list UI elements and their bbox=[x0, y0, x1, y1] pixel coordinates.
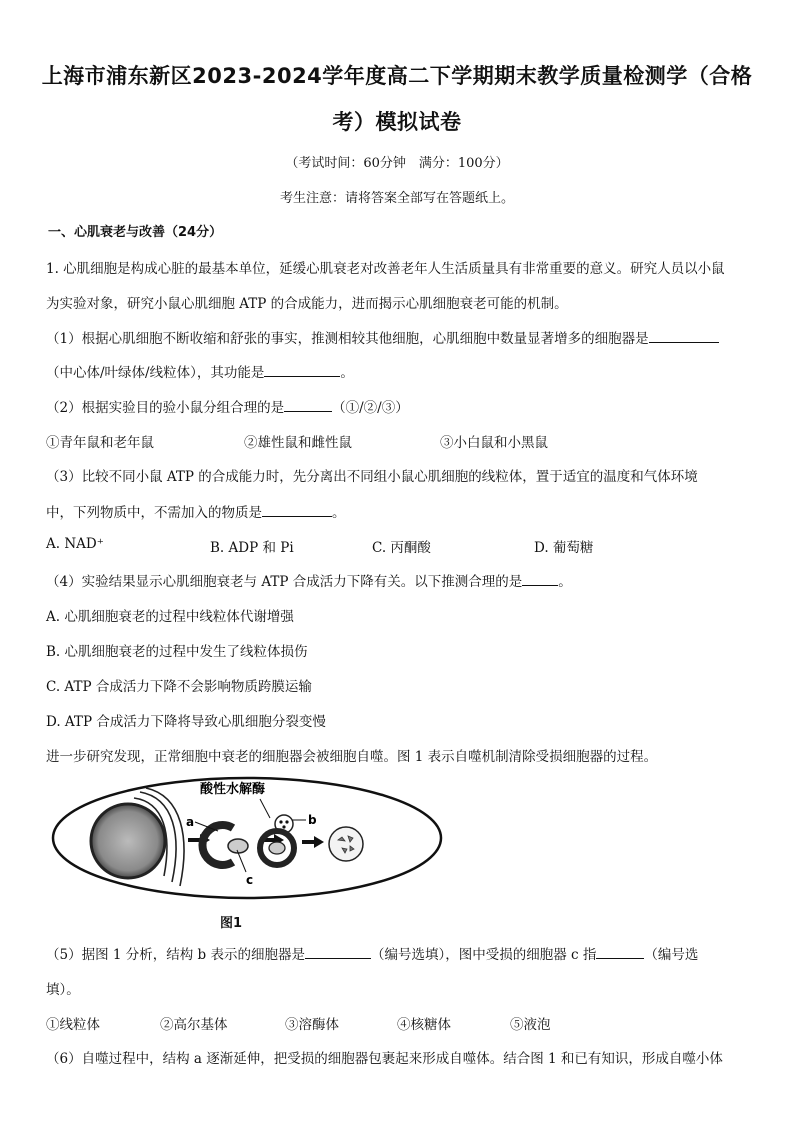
answer-blank[interactable] bbox=[649, 328, 719, 343]
label-c: c bbox=[246, 873, 254, 887]
exam-title-line1: 上海市浦东新区2023-2024学年度高二下学期期末教学质量检测学（合格 bbox=[41, 64, 753, 88]
q1-4-option-d: D. ATP 合成活力下降将导致心肌细胞分裂变慢 bbox=[46, 714, 326, 730]
q1-3-line2 bbox=[46, 501, 346, 521]
exam-info: （考试时间：60分钟 满分：100分） bbox=[285, 156, 509, 171]
enzyme-label: 酸性水解酶 bbox=[200, 782, 266, 797]
q1-1-line2 bbox=[46, 361, 354, 381]
q1-4-stem bbox=[46, 570, 572, 590]
q1-4-option-b: B. 心肌细胞衰老的过程中发生了线粒体损伤 bbox=[46, 644, 308, 660]
q1-4-option-a: A. 心肌细胞衰老的过程中线粒体代谢增强 bbox=[46, 609, 294, 625]
q1-3-line1: （3）比较不同小鼠 ATP 的合成能力时，先分离出不同组小鼠心肌细胞的线粒体，置于适宜的温度和气体环境 bbox=[46, 469, 698, 485]
damaged-organelle bbox=[228, 839, 248, 853]
q1-3-option-b: B. ADP 和 Pi bbox=[210, 540, 294, 556]
q1-5-line2: 填）。 bbox=[46, 982, 80, 998]
q1-3-option-c: C. 丙酮酸 bbox=[372, 540, 431, 556]
answer-blank[interactable] bbox=[262, 502, 332, 517]
q1-2-stem bbox=[46, 396, 409, 416]
q1-2-option-2: ②雄性鼠和雌性鼠 bbox=[244, 435, 352, 451]
q1-2-option-1: ①青年鼠和老年鼠 bbox=[46, 435, 154, 451]
q1-5-stem-c: （编号选 bbox=[644, 947, 699, 963]
q1-1-stem: （1）根据心肌细胞不断收缩和舒张的事实，推测相较其他细胞，心肌细胞中数量显著增多的细胞器是 bbox=[46, 331, 649, 347]
label-a: a bbox=[186, 815, 195, 829]
q1-5-option-4: ④核糖体 bbox=[397, 1017, 451, 1033]
q1-3-option-d: D. 葡萄糖 bbox=[534, 540, 594, 556]
q1-4-option-c: C. ATP 合成活力下降不会影响物质跨膜运输 bbox=[46, 679, 312, 695]
q1-5-line1 bbox=[46, 943, 698, 963]
q1-1-stem2: （中心体/叶绿体/线粒体），其功能是 bbox=[46, 365, 265, 381]
q1-3-option-a: A. NAD⁺ bbox=[46, 536, 104, 552]
q1-5-option-2: ②高尔基体 bbox=[160, 1017, 228, 1033]
q1-6-line1: （6）自噬过程中，结构 a 逐渐延伸，把受损的细胞器包裹起来形成自噬体。结合图 1 和已有知识，形成自噬小体 bbox=[46, 1051, 723, 1067]
q1-5-option-5: ⑤液泡 bbox=[510, 1017, 551, 1033]
label-b: b bbox=[308, 813, 317, 827]
arrow-head bbox=[314, 836, 324, 848]
exam-title-line2: 考）模拟试卷 bbox=[332, 110, 462, 134]
nucleus-shape bbox=[91, 804, 165, 878]
autolysosome-shape bbox=[329, 827, 363, 861]
answer-blank[interactable] bbox=[305, 944, 371, 959]
q1-5-stem-a: （5）据图 1 分析，结构 b 表示的细胞器是 bbox=[46, 947, 305, 963]
q1-1-line1 bbox=[46, 327, 719, 347]
q1-2-option-3: ③小白鼠和小黑鼠 bbox=[440, 435, 548, 451]
q1-intro-line2: 为实验对象，研究小鼠心肌细胞 ATP 的合成能力，进而揭示心肌细胞衰老可能的机制。 bbox=[46, 296, 568, 312]
q1-4-stem-text: （4）实验结果显示心肌细胞衰老与 ATP 合成活力下降有关。以下推测合理的是 bbox=[46, 574, 523, 590]
answer-blank[interactable] bbox=[596, 944, 644, 959]
answer-blank[interactable] bbox=[284, 397, 332, 412]
exam-notice: 考生注意：请将答案全部写在答题纸上。 bbox=[279, 191, 514, 206]
q1-2-choices-hint: （①/②/③） bbox=[332, 400, 409, 416]
section-heading: 一、心肌衰老与改善（24分） bbox=[48, 225, 223, 240]
enzyme-pointer bbox=[260, 799, 270, 818]
q1-3-end: 。 bbox=[332, 505, 346, 521]
autophagy-figure bbox=[50, 776, 445, 901]
answer-blank[interactable] bbox=[264, 362, 340, 377]
q1-3-stem2: 中，下列物质中，不需加入的物质是 bbox=[46, 505, 262, 521]
q1-2-stem-text: （2）根据实验目的验小鼠分组合理的是 bbox=[46, 400, 285, 416]
figure-caption: 图1 bbox=[220, 916, 243, 931]
q1-intro-line1: 1. 心肌细胞是构成心脏的最基本单位，延缓心肌衰老对改善老年人生活质量具有非常重要的意义。研究人员以小鼠 bbox=[46, 261, 725, 277]
q1-5-option-1: ①线粒体 bbox=[46, 1017, 100, 1033]
q1-4-end: 。 bbox=[558, 574, 572, 590]
transition-text: 进一步研究发现，正常细胞中衰老的细胞器会被细胞自噬。图 1 表示自噬机制清除受损细胞器的过程。 bbox=[46, 749, 658, 765]
q1-1-end: 。 bbox=[340, 365, 354, 381]
q1-5-stem-b: （编号选填），图中受损的细胞器 c 指 bbox=[371, 947, 597, 963]
answer-blank[interactable] bbox=[522, 571, 558, 586]
q1-5-option-3: ③溶酶体 bbox=[285, 1017, 339, 1033]
